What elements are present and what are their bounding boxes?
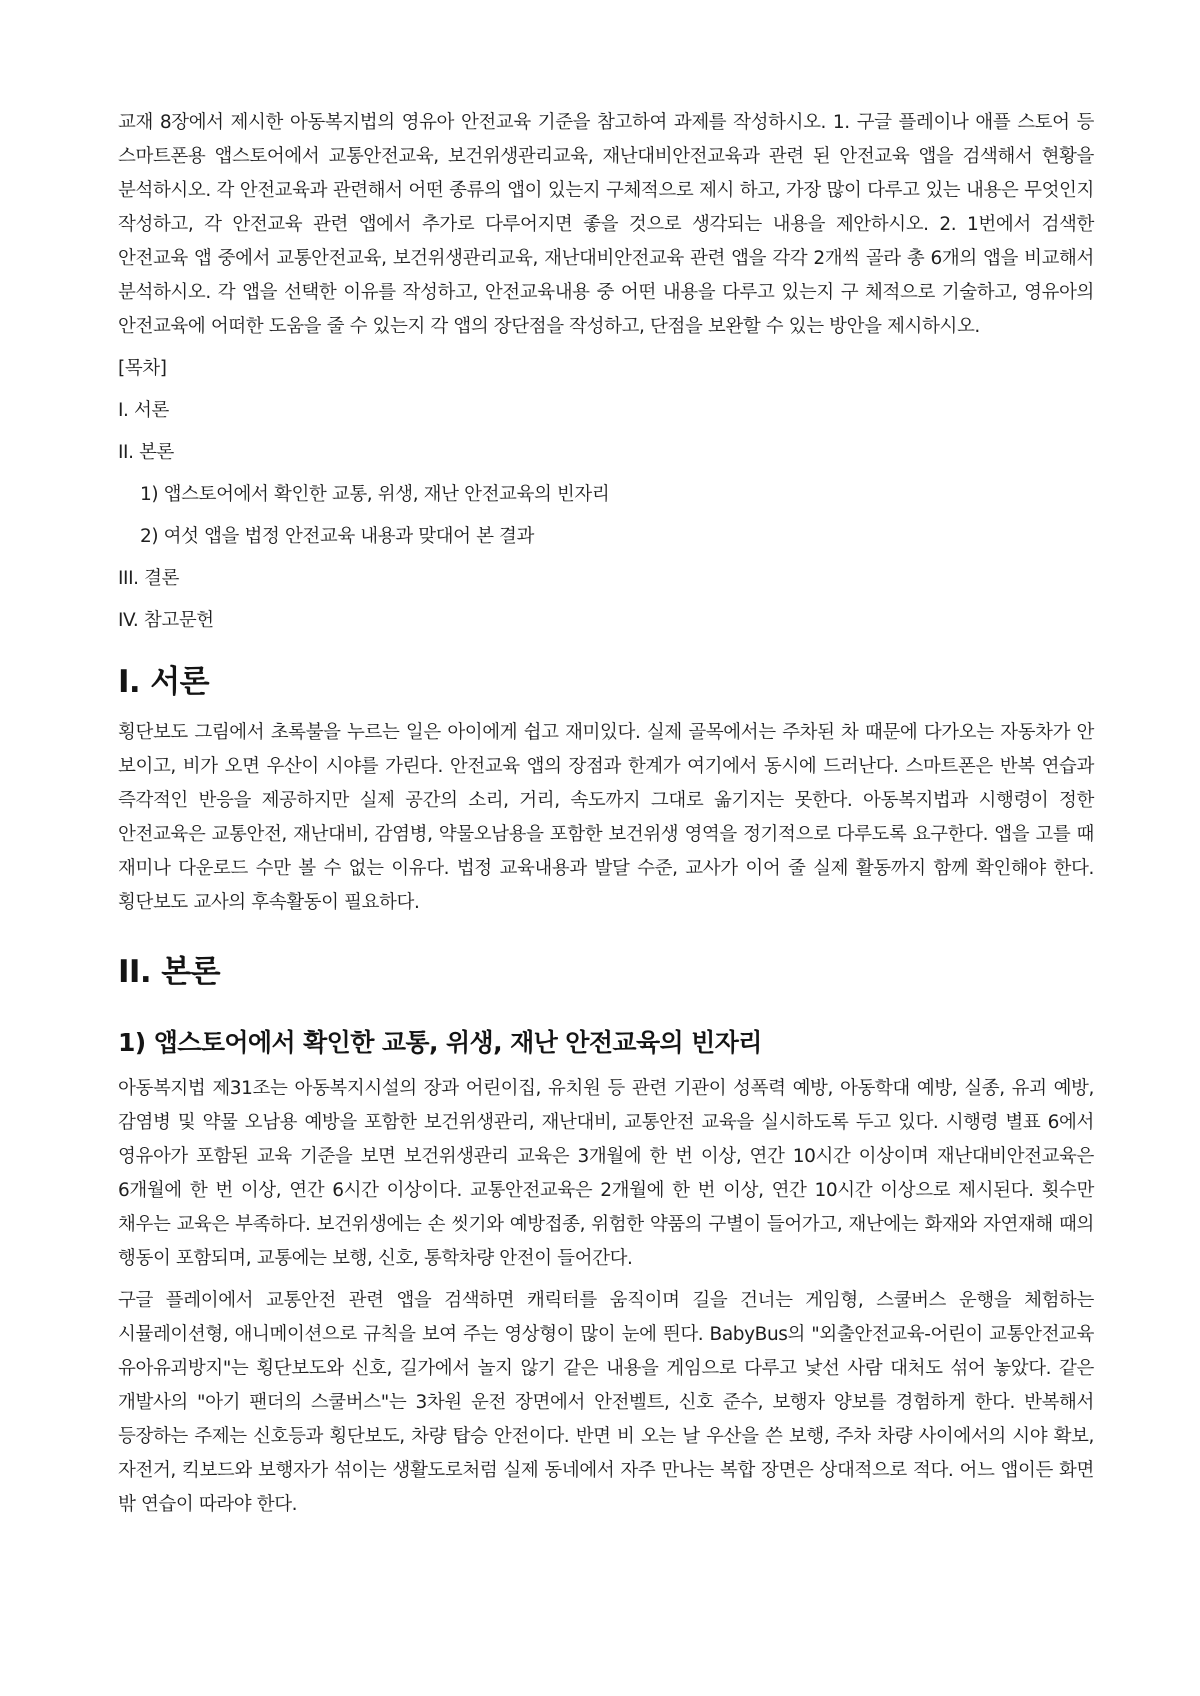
- toc-item-conclusion: III. 결론: [118, 568, 180, 589]
- body-paragraph-law: 아동복지법 제31조는 아동복지시설의 장과 어린이집, 유치원 등 관련 기관이 성폭력 예방, 아동학대 예방, 실종, 유괴 예방, 감염병 및 약물 오남용 예방을 포함한 보건위생관리, 재난대비, 교통안전 교육을 실시하도록 두고 있다. 시행령 별표 6에서 영유아가 포함된 교육 기준을 보면 보건위생관리 교육은 3개월에 한 번 이상, 연간 10시간 이상이며 재난대비안전교육은 6개월에 한 번 이상, 연간 6시간 이상이다. 교통안전교육은 2개월에 한 번 이상, 연간 10시간 이상으로 제시된다. 횟수만 채우는 교육은 부족하다. 보건위생에는 손 씻기와 예방접종, 위험한 약품의 구별이 들어가고, 재난에는 화재와 자연재해 때의 행동이 포함되며, 교통에는 보행, 신호, 통학차량 안전이 들어간다.: [118, 1078, 1094, 1269]
- intro-heading: I. 서론: [118, 664, 209, 700]
- toc-item-references: IV. 참고문헌: [118, 610, 214, 631]
- toc-item-body-sub2: 2) 여섯 앱을 법정 안전교육 내용과 맞대어 본 결과: [140, 526, 534, 547]
- body-paragraph-apps: 구글 플레이에서 교통안전 관련 앱을 검색하면 캐릭터를 움직이며 길을 건너는 게임형, 스쿨버스 운행을 체험하는 시뮬레이션형, 애니메이션으로 규칙을 보여 주는 영상형이 많이 눈에 띈다. BabyBus의 "외출안전교육-어린이 교통안전교육 유아유괴방지"는 횡단보도와 신호, 길가에서 놀지 않기 같은 내용을 게임으로 다루고 낯선 사람 대처도 섞어 놓았다. 같은 개발사의 "아기 팬더의 스쿨버스"는 3차원 운전 장면에서 안전벨트, 신호 준수, 보행자 양보를 경험하게 한다. 반복해서 등장하는 주제는 신호등과 횡단보도, 차량 탑승 안전이다. 반면 비 오는 날 우산을 쓴 보행, 주차 차량 사이에서의 시야 확보, 자전거, 킥보드와 보행자가 섞이는 생활도로처럼 실제 동네에서 자주 만나는 복합 장면은 상대적으로 적다. 어느 앱이든 화면 밖 연습이 따라야 한다.: [118, 1290, 1094, 1515]
- toc-list: [118, 394, 1094, 638]
- body-heading: II. 본론: [118, 954, 220, 990]
- body-subheading-1: 1) 앱스토어에서 확인한 교통, 위생, 재난 안전교육의 빈자리: [118, 1028, 762, 1057]
- toc-item-intro: I. 서론: [118, 400, 169, 421]
- toc-item-body: II. 본론: [118, 442, 175, 463]
- toc-heading: [목차]: [118, 358, 167, 379]
- assignment-prompt: 교재 8장에서 제시한 아동복지법의 영유아 안전교육 기준을 참고하여 과제를 작성하시오. 1. 구글 플레이나 애플 스토어 등 스마트폰용 앱스토어에서 교통안전교육, 보건위생관리교육, 재난대비안전교육과 관련 된 안전교육 앱을 검색해서 현황을 분석하시오. 각 안전교육과 관련해서 어떤 종류의 앱이 있는지 구체적으로 제시 하고, 가장 많이 다루고 있는 내용은 무엇인지 작성하고, 각 안전교육 관련 앱에서 추가로 다루어지면 좋을 것으로 생각되는 내용을 제안하시오. 2. 1번에서 검색한 안전교육 앱 중에서 교통안전교육, 보건위생관리교육, 재난대비안전교육 관련 앱을 각각 2개씩 골라 총 6개의 앱을 비교해서 분석하시오. 각 앱을 선택한 이유를 작성하고, 안전교육내용 중 어떤 내용을 다루고 있는지 구 체적으로 기술하고, 영유아의 안전교육에 어떠한 도움을 줄 수 있는지 각 앱의 장단점을 작성하고, 단점을 보완할 수 있는 방안을 제시하시오.: [118, 112, 1094, 337]
- table-of-contents: [118, 352, 1094, 638]
- intro-paragraph: 횡단보도 그림에서 초록불을 누르는 일은 아이에게 쉽고 재미있다. 실제 골목에서는 주차된 차 때문에 다가오는 자동차가 안 보이고, 비가 오면 우산이 시야를 가린다. 안전교육 앱의 장점과 한계가 여기에서 동시에 드러난다. 스마트폰은 반복 연습과 즉각적인 반응을 제공하지만 실제 공간의 소리, 거리, 속도까지 그대로 옮기지는 못한다. 아동복지법과 시행령이 정한 안전교육은 교통안전, 재난대비, 감염병, 약물오남용을 포함한 보건위생 영역을 정기적으로 다루도록 요구한다. 앱을 고를 때 재미나 다운로드 수만 볼 수 없는 이유다. 법정 교육내용과 발달 수준, 교사가 이어 줄 실제 활동까지 함께 확인해야 한다. 횡단보도 교사의 후속활동이 필요하다.: [118, 722, 1094, 913]
- toc-item-body-sub1: 1) 앱스토어에서 확인한 교통, 위생, 재난 안전교육의 빈자리: [140, 484, 610, 505]
